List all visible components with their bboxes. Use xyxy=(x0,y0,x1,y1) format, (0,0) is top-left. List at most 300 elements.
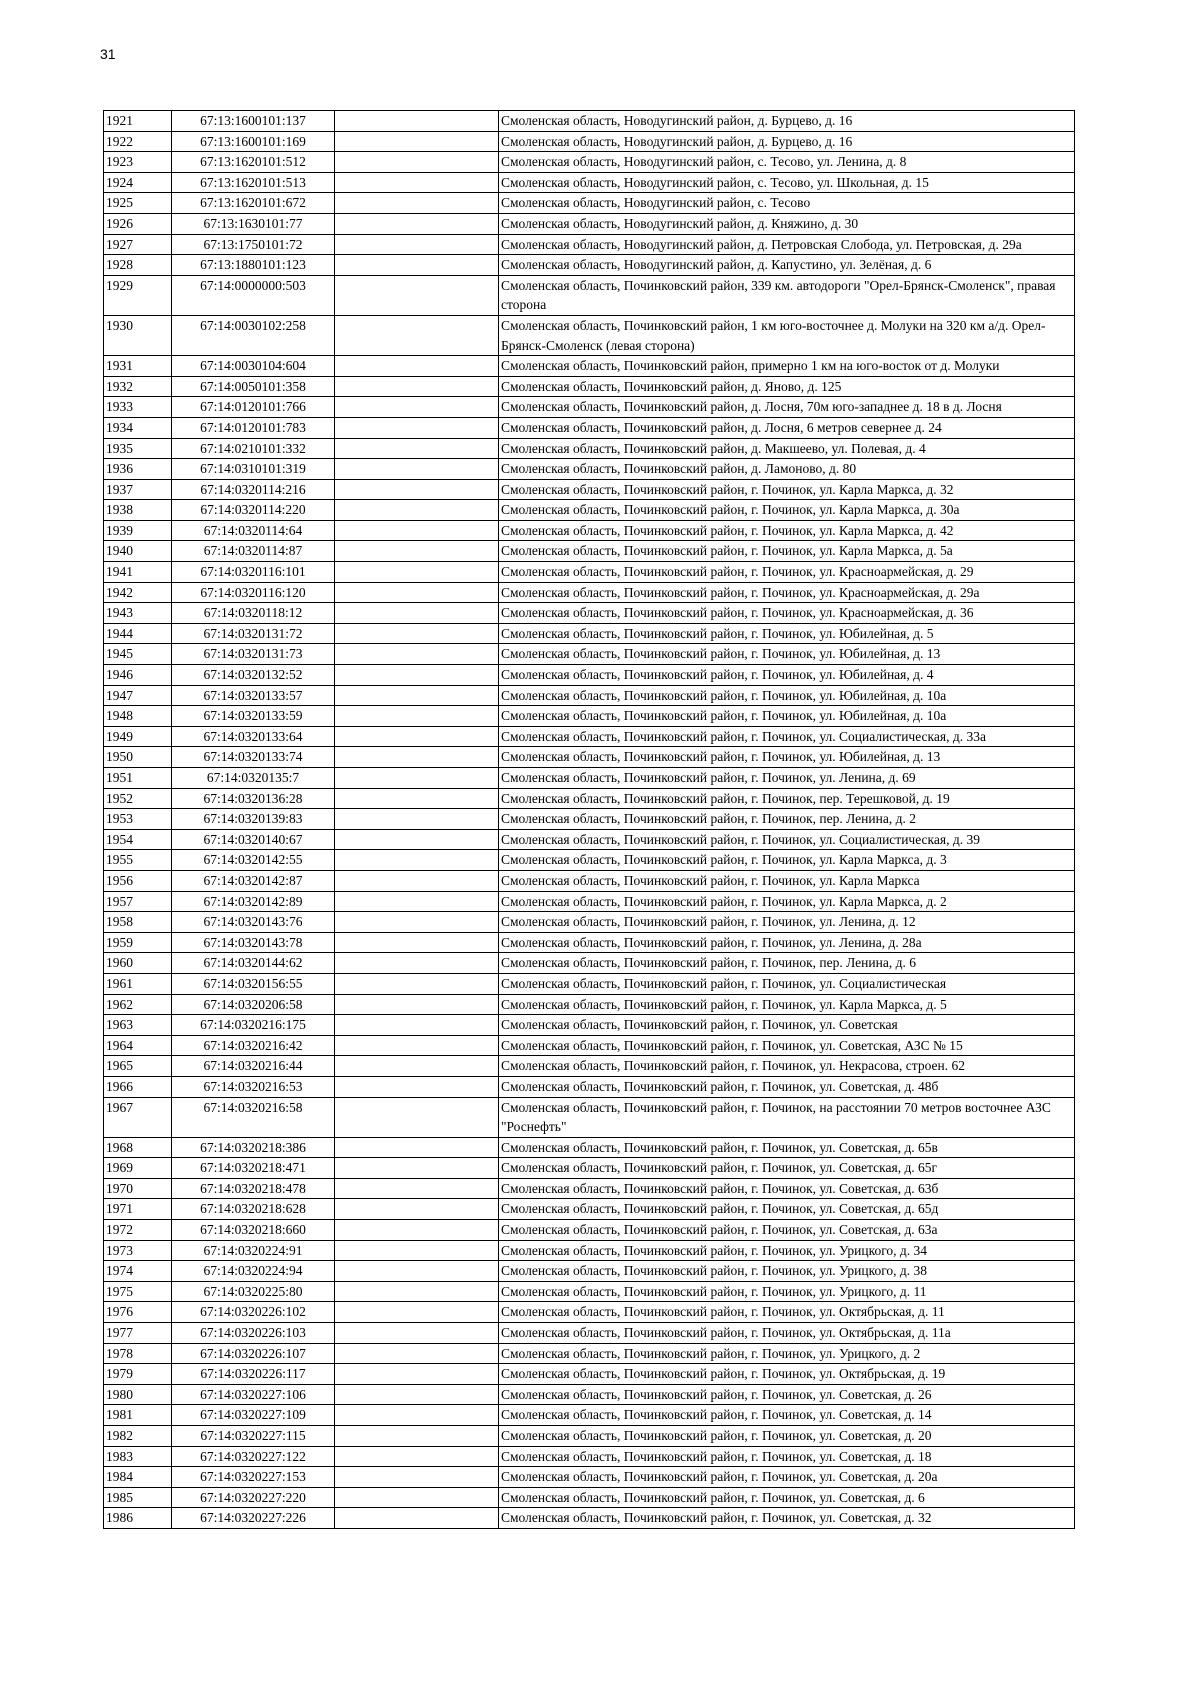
table-row xyxy=(104,1240,1075,1261)
table-row xyxy=(104,1384,1075,1405)
address-cell: Смоленская область, Починковский район, г. Починок, пер. Терешковой, д. 19 xyxy=(499,788,1075,809)
row-number-cell: 1925 xyxy=(104,193,172,214)
cadastral-number-cell: 67:14:0320136:28 xyxy=(172,788,335,809)
address-cell: Смоленская область, Починковский район, г. Починок, ул. Советская, д. 65д xyxy=(499,1199,1075,1220)
blank-cell xyxy=(335,520,499,541)
blank-cell xyxy=(335,1261,499,1282)
blank-cell xyxy=(335,665,499,686)
row-number-cell: 1951 xyxy=(104,768,172,789)
cadastral-number-cell: 67:14:0320114:87 xyxy=(172,541,335,562)
cadastral-number-cell: 67:14:0000000:503 xyxy=(172,275,335,315)
row-number-cell: 1945 xyxy=(104,644,172,665)
table-row xyxy=(104,459,1075,480)
address-cell: Смоленская область, Починковский район, г. Починок, ул. Советская, д. 63а xyxy=(499,1220,1075,1241)
address-cell: Смоленская область, Починковский район, г. Починок, ул. Урицкого, д. 34 xyxy=(499,1240,1075,1261)
cadastral-number-cell: 67:14:0320114:220 xyxy=(172,500,335,521)
cadastral-number-cell: 67:14:0320143:78 xyxy=(172,932,335,953)
row-number-cell: 1930 xyxy=(104,315,172,355)
address-cell: Смоленская область, Починковский район, г. Починок, ул. Октябрьская, д. 19 xyxy=(499,1364,1075,1385)
cadastral-number-cell: 67:14:0320206:58 xyxy=(172,994,335,1015)
address-cell: Смоленская область, Починковский район, г. Починок, ул. Карла Маркса xyxy=(499,870,1075,891)
table-row xyxy=(104,726,1075,747)
row-number-cell: 1983 xyxy=(104,1446,172,1467)
blank-cell xyxy=(335,1199,499,1220)
row-number-cell: 1948 xyxy=(104,706,172,727)
table-row xyxy=(104,131,1075,152)
cadastral-number-cell: 67:13:1630101:77 xyxy=(172,213,335,234)
blank-cell xyxy=(335,706,499,727)
blank-cell xyxy=(335,541,499,562)
address-cell: Смоленская область, Новодугинский район, с. Тесово xyxy=(499,193,1075,214)
table-row xyxy=(104,1487,1075,1508)
blank-cell xyxy=(335,397,499,418)
address-cell: Смоленская область, Починковский район, г. Починок, ул. Социалистическая, д. 39 xyxy=(499,829,1075,850)
table-row xyxy=(104,479,1075,500)
cadastral-number-cell: 67:14:0320216:175 xyxy=(172,1015,335,1036)
cadastral-number-cell: 67:14:0320140:67 xyxy=(172,829,335,850)
address-cell: Смоленская область, Починковский район, г. Починок, ул. Юбилейная, д. 13 xyxy=(499,644,1075,665)
table-row xyxy=(104,234,1075,255)
address-cell: Смоленская область, Починковский район, г. Починок, ул. Советская, д. 32 xyxy=(499,1508,1075,1529)
row-number-cell: 1954 xyxy=(104,829,172,850)
table-row xyxy=(104,603,1075,624)
cadastral-number-cell: 67:14:0320139:83 xyxy=(172,809,335,830)
table-row xyxy=(104,1178,1075,1199)
blank-cell xyxy=(335,1487,499,1508)
blank-cell xyxy=(335,1302,499,1323)
cadastral-number-cell: 67:13:1620101:672 xyxy=(172,193,335,214)
cadastral-number-cell: 67:14:0320226:107 xyxy=(172,1343,335,1364)
address-cell: Смоленская область, Починковский район, г. Починок, ул. Юбилейная, д. 10а xyxy=(499,706,1075,727)
address-cell: Смоленская область, Починковский район, г. Починок, пер. Ленина, д. 6 xyxy=(499,953,1075,974)
cadastral-number-cell: 67:14:0320227:115 xyxy=(172,1426,335,1447)
table-row xyxy=(104,1343,1075,1364)
address-cell: Смоленская область, Починковский район, г. Починок, ул. Советская, д. 14 xyxy=(499,1405,1075,1426)
table-row xyxy=(104,1056,1075,1077)
blank-cell xyxy=(335,850,499,871)
row-number-cell: 1962 xyxy=(104,994,172,1015)
address-cell: Смоленская область, Починковский район, г. Починок, ул. Ленина, д. 69 xyxy=(499,768,1075,789)
blank-cell xyxy=(335,768,499,789)
blank-cell xyxy=(335,255,499,276)
table-row xyxy=(104,1302,1075,1323)
blank-cell xyxy=(335,1343,499,1364)
row-number-cell: 1965 xyxy=(104,1056,172,1077)
address-cell: Смоленская область, Починковский район, г. Починок, ул. Урицкого, д. 38 xyxy=(499,1261,1075,1282)
address-cell: Смоленская область, Починковский район, г. Починок, на расстоянии 70 метров восточнее АЗС "Роснефть" xyxy=(499,1097,1075,1137)
table-row xyxy=(104,1426,1075,1447)
row-number-cell: 1961 xyxy=(104,973,172,994)
blank-cell xyxy=(335,479,499,500)
table-row xyxy=(104,1158,1075,1179)
table-row xyxy=(104,417,1075,438)
row-number-cell: 1973 xyxy=(104,1240,172,1261)
cadastral-number-cell: 67:14:0320156:55 xyxy=(172,973,335,994)
row-number-cell: 1958 xyxy=(104,912,172,933)
blank-cell xyxy=(335,809,499,830)
table-row xyxy=(104,1199,1075,1220)
cadastral-number-cell: 67:13:1620101:513 xyxy=(172,172,335,193)
row-number-cell: 1969 xyxy=(104,1158,172,1179)
cadastral-number-cell: 67:14:0320131:72 xyxy=(172,623,335,644)
row-number-cell: 1927 xyxy=(104,234,172,255)
table-row xyxy=(104,1137,1075,1158)
row-number-cell: 1922 xyxy=(104,131,172,152)
cadastral-number-cell: 67:14:0320133:64 xyxy=(172,726,335,747)
table-row xyxy=(104,1467,1075,1488)
row-number-cell: 1960 xyxy=(104,953,172,974)
table-row xyxy=(104,912,1075,933)
address-cell: Смоленская область, Починковский район, г. Починок, ул. Юбилейная, д. 13 xyxy=(499,747,1075,768)
cadastral-number-cell: 67:14:0320227:109 xyxy=(172,1405,335,1426)
row-number-cell: 1942 xyxy=(104,582,172,603)
address-cell: Смоленская область, Починковский район, г. Починок, ул. Красноармейская, д. 29а xyxy=(499,582,1075,603)
cadastral-number-cell: 67:13:1600101:169 xyxy=(172,131,335,152)
registry-table xyxy=(103,110,1075,1529)
address-cell: Смоленская область, Починковский район, г. Починок, ул. Карла Маркса, д. 2 xyxy=(499,891,1075,912)
row-number-cell: 1979 xyxy=(104,1364,172,1385)
blank-cell xyxy=(335,1508,499,1529)
cadastral-number-cell: 67:14:0320133:74 xyxy=(172,747,335,768)
table-row xyxy=(104,315,1075,355)
address-cell: Смоленская область, Починковский район, г. Починок, ул. Октябрьская, д. 11а xyxy=(499,1323,1075,1344)
cadastral-number-cell: 67:14:0320227:153 xyxy=(172,1467,335,1488)
blank-cell xyxy=(335,315,499,355)
address-cell: Смоленская область, Новодугинский район, д. Бурцево, д. 16 xyxy=(499,131,1075,152)
cadastral-number-cell: 67:14:0320226:117 xyxy=(172,1364,335,1385)
cadastral-number-cell: 67:14:0320227:106 xyxy=(172,1384,335,1405)
address-cell: Смоленская область, Починковский район, г. Починок, ул. Юбилейная, д. 5 xyxy=(499,623,1075,644)
cadastral-number-cell: 67:14:0320142:87 xyxy=(172,870,335,891)
blank-cell xyxy=(335,829,499,850)
page-number: 31 xyxy=(100,46,116,62)
table-row xyxy=(104,1323,1075,1344)
cadastral-number-cell: 67:14:0320142:89 xyxy=(172,891,335,912)
cadastral-number-cell: 67:14:0320218:628 xyxy=(172,1199,335,1220)
row-number-cell: 1980 xyxy=(104,1384,172,1405)
address-cell: Смоленская область, Починковский район, 339 км. автодороги "Орел-Брянск-Смоленск", правая сторона xyxy=(499,275,1075,315)
cadastral-number-cell: 67:14:0320218:660 xyxy=(172,1220,335,1241)
cadastral-number-cell: 67:14:0320133:57 xyxy=(172,685,335,706)
table-row xyxy=(104,706,1075,727)
blank-cell xyxy=(335,213,499,234)
table-row xyxy=(104,768,1075,789)
table-row xyxy=(104,376,1075,397)
blank-cell xyxy=(335,234,499,255)
cadastral-number-cell: 67:14:0320114:216 xyxy=(172,479,335,500)
blank-cell xyxy=(335,603,499,624)
address-cell: Смоленская область, Починковский район, г. Починок, ул. Советская, д. 20а xyxy=(499,1467,1075,1488)
blank-cell xyxy=(335,1035,499,1056)
row-number-cell: 1984 xyxy=(104,1467,172,1488)
row-number-cell: 1966 xyxy=(104,1076,172,1097)
row-number-cell: 1976 xyxy=(104,1302,172,1323)
address-cell: Смоленская область, Починковский район, г. Починок, ул. Ленина, д. 12 xyxy=(499,912,1075,933)
address-cell: Смоленская область, Починковский район, г. Починок, ул. Советская, АЗС № 15 xyxy=(499,1035,1075,1056)
row-number-cell: 1953 xyxy=(104,809,172,830)
cadastral-number-cell: 67:14:0320224:94 xyxy=(172,1261,335,1282)
table-row xyxy=(104,932,1075,953)
address-cell: Смоленская область, Починковский район, г. Починок, ул. Юбилейная, д. 10а xyxy=(499,685,1075,706)
blank-cell xyxy=(335,1384,499,1405)
blank-cell xyxy=(335,438,499,459)
cadastral-number-cell: 67:14:0030104:604 xyxy=(172,356,335,377)
table-row xyxy=(104,809,1075,830)
row-number-cell: 1933 xyxy=(104,397,172,418)
table-row xyxy=(104,665,1075,686)
address-cell: Смоленская область, Починковский район, г. Починок, ул. Урицкого, д. 2 xyxy=(499,1343,1075,1364)
blank-cell xyxy=(335,1158,499,1179)
row-number-cell: 1955 xyxy=(104,850,172,871)
row-number-cell: 1934 xyxy=(104,417,172,438)
table-row xyxy=(104,1097,1075,1137)
cadastral-number-cell: 67:14:0050101:358 xyxy=(172,376,335,397)
cadastral-number-cell: 67:14:0320226:103 xyxy=(172,1323,335,1344)
cadastral-number-cell: 67:14:0320227:226 xyxy=(172,1508,335,1529)
cadastral-number-cell: 67:14:0320144:62 xyxy=(172,953,335,974)
table-row xyxy=(104,1508,1075,1529)
blank-cell xyxy=(335,172,499,193)
table-row xyxy=(104,541,1075,562)
address-cell: Смоленская область, Починковский район, г. Починок, ул. Карла Маркса, д. 42 xyxy=(499,520,1075,541)
address-cell: Смоленская область, Починковский район, г. Починок, ул. Советская xyxy=(499,1015,1075,1036)
table-row xyxy=(104,685,1075,706)
blank-cell xyxy=(335,111,499,132)
blank-cell xyxy=(335,1240,499,1261)
row-number-cell: 1982 xyxy=(104,1426,172,1447)
blank-cell xyxy=(335,1426,499,1447)
address-cell: Смоленская область, Починковский район, д. Лосня, 6 метров севернее д. 24 xyxy=(499,417,1075,438)
cadastral-number-cell: 67:14:0320224:91 xyxy=(172,1240,335,1261)
row-number-cell: 1937 xyxy=(104,479,172,500)
table-row xyxy=(104,644,1075,665)
row-number-cell: 1944 xyxy=(104,623,172,644)
table-row xyxy=(104,1405,1075,1426)
row-number-cell: 1974 xyxy=(104,1261,172,1282)
row-number-cell: 1952 xyxy=(104,788,172,809)
address-cell: Смоленская область, Починковский район, г. Починок, ул. Урицкого, д. 11 xyxy=(499,1281,1075,1302)
cadastral-number-cell: 67:14:0320216:42 xyxy=(172,1035,335,1056)
address-cell: Смоленская область, Починковский район, 1 км юго-восточнее д. Молуки на 320 км а/д. Орел-Брянск-Смоленск (левая сторона) xyxy=(499,315,1075,355)
cadastral-number-cell: 67:14:0120101:766 xyxy=(172,397,335,418)
table-row xyxy=(104,1220,1075,1241)
address-cell: Смоленская область, Починковский район, г. Починок, ул. Советская, д. 65в xyxy=(499,1137,1075,1158)
table-row xyxy=(104,275,1075,315)
table-row xyxy=(104,994,1075,1015)
table-row xyxy=(104,953,1075,974)
blank-cell xyxy=(335,644,499,665)
address-cell: Смоленская область, Новодугинский район, д. Капустино, ул. Зелёная, д. 6 xyxy=(499,255,1075,276)
blank-cell xyxy=(335,912,499,933)
address-cell: Смоленская область, Починковский район, примерно 1 км на юго-восток от д. Молуки xyxy=(499,356,1075,377)
blank-cell xyxy=(335,1220,499,1241)
row-number-cell: 1928 xyxy=(104,255,172,276)
row-number-cell: 1923 xyxy=(104,152,172,173)
blank-cell xyxy=(335,1178,499,1199)
table-row xyxy=(104,1076,1075,1097)
row-number-cell: 1924 xyxy=(104,172,172,193)
address-cell: Смоленская область, Починковский район, г. Починок, ул. Ленина, д. 28а xyxy=(499,932,1075,953)
row-number-cell: 1921 xyxy=(104,111,172,132)
cadastral-number-cell: 67:14:0320218:386 xyxy=(172,1137,335,1158)
table-row xyxy=(104,1035,1075,1056)
address-cell: Смоленская область, Починковский район, г. Починок, ул. Некрасова, строен. 62 xyxy=(499,1056,1075,1077)
row-number-cell: 1931 xyxy=(104,356,172,377)
blank-cell xyxy=(335,1323,499,1344)
address-cell: Смоленская область, Починковский район, д. Макшеево, ул. Полевая, д. 4 xyxy=(499,438,1075,459)
cadastral-number-cell: 67:14:0320227:220 xyxy=(172,1487,335,1508)
blank-cell xyxy=(335,726,499,747)
row-number-cell: 1950 xyxy=(104,747,172,768)
row-number-cell: 1968 xyxy=(104,1137,172,1158)
address-cell: Смоленская область, Новодугинский район, с. Тесово, ул. Школьная, д. 15 xyxy=(499,172,1075,193)
blank-cell xyxy=(335,1056,499,1077)
cadastral-number-cell: 67:14:0310101:319 xyxy=(172,459,335,480)
row-number-cell: 1939 xyxy=(104,520,172,541)
row-number-cell: 1978 xyxy=(104,1343,172,1364)
table-row xyxy=(104,356,1075,377)
row-number-cell: 1936 xyxy=(104,459,172,480)
row-number-cell: 1981 xyxy=(104,1405,172,1426)
table-row xyxy=(104,520,1075,541)
row-number-cell: 1967 xyxy=(104,1097,172,1137)
blank-cell xyxy=(335,1467,499,1488)
row-number-cell: 1970 xyxy=(104,1178,172,1199)
cadastral-number-cell: 67:14:0320118:12 xyxy=(172,603,335,624)
address-cell: Смоленская область, Починковский район, г. Починок, ул. Карла Маркса, д. 5 xyxy=(499,994,1075,1015)
address-cell: Смоленская область, Починковский район, г. Починок, пер. Ленина, д. 2 xyxy=(499,809,1075,830)
row-number-cell: 1986 xyxy=(104,1508,172,1529)
address-cell: Смоленская область, Починковский район, г. Починок, ул. Карла Маркса, д. 30а xyxy=(499,500,1075,521)
table-row xyxy=(104,623,1075,644)
row-number-cell: 1943 xyxy=(104,603,172,624)
cadastral-number-cell: 67:13:1600101:137 xyxy=(172,111,335,132)
cadastral-number-cell: 67:13:1620101:512 xyxy=(172,152,335,173)
row-number-cell: 1949 xyxy=(104,726,172,747)
cadastral-number-cell: 67:14:0320218:471 xyxy=(172,1158,335,1179)
blank-cell xyxy=(335,1076,499,1097)
cadastral-number-cell: 67:14:0320116:120 xyxy=(172,582,335,603)
address-cell: Смоленская область, Новодугинский район, д. Бурцево, д. 16 xyxy=(499,111,1075,132)
address-cell: Смоленская область, Починковский район, г. Починок, ул. Советская, д. 65г xyxy=(499,1158,1075,1179)
cadastral-number-cell: 67:14:0320116:101 xyxy=(172,562,335,583)
cadastral-number-cell: 67:14:0320131:73 xyxy=(172,644,335,665)
cadastral-number-cell: 67:14:0320133:59 xyxy=(172,706,335,727)
row-number-cell: 1963 xyxy=(104,1015,172,1036)
blank-cell xyxy=(335,870,499,891)
blank-cell xyxy=(335,747,499,768)
row-number-cell: 1971 xyxy=(104,1199,172,1220)
table-row xyxy=(104,193,1075,214)
registry-table-body xyxy=(104,111,1075,1529)
row-number-cell: 1975 xyxy=(104,1281,172,1302)
row-number-cell: 1935 xyxy=(104,438,172,459)
blank-cell xyxy=(335,623,499,644)
table-row xyxy=(104,500,1075,521)
table-row xyxy=(104,152,1075,173)
row-number-cell: 1985 xyxy=(104,1487,172,1508)
table-row xyxy=(104,973,1075,994)
table-row xyxy=(104,1015,1075,1036)
address-cell: Смоленская область, Новодугинский район, д. Княжино, д. 30 xyxy=(499,213,1075,234)
address-cell: Смоленская область, Починковский район, г. Починок, ул. Карла Маркса, д. 32 xyxy=(499,479,1075,500)
row-number-cell: 1947 xyxy=(104,685,172,706)
address-cell: Смоленская область, Починковский район, г. Починок, ул. Карла Маркса, д. 3 xyxy=(499,850,1075,871)
address-cell: Смоленская область, Починковский район, г. Починок, ул. Советская, д. 20 xyxy=(499,1426,1075,1447)
row-number-cell: 1926 xyxy=(104,213,172,234)
table-row xyxy=(104,1281,1075,1302)
cadastral-number-cell: 67:14:0320143:76 xyxy=(172,912,335,933)
cadastral-number-cell: 67:14:0320227:122 xyxy=(172,1446,335,1467)
blank-cell xyxy=(335,1281,499,1302)
address-cell: Смоленская область, Починковский район, г. Починок, ул. Советская, д. 63б xyxy=(499,1178,1075,1199)
cadastral-number-cell: 67:14:0320216:53 xyxy=(172,1076,335,1097)
blank-cell xyxy=(335,459,499,480)
blank-cell xyxy=(335,562,499,583)
table-row xyxy=(104,1261,1075,1282)
table-row xyxy=(104,582,1075,603)
row-number-cell: 1972 xyxy=(104,1220,172,1241)
address-cell: Смоленская область, Новодугинский район, д. Петровская Слобода, ул. Петровская, д. 29а xyxy=(499,234,1075,255)
address-cell: Смоленская область, Починковский район, г. Починок, ул. Красноармейская, д. 29 xyxy=(499,562,1075,583)
blank-cell xyxy=(335,1446,499,1467)
cadastral-number-cell: 67:14:0320135:7 xyxy=(172,768,335,789)
row-number-cell: 1946 xyxy=(104,665,172,686)
address-cell: Смоленская область, Починковский район, г. Починок, ул. Советская, д. 6 xyxy=(499,1487,1075,1508)
cadastral-number-cell: 67:13:1880101:123 xyxy=(172,255,335,276)
blank-cell xyxy=(335,356,499,377)
blank-cell xyxy=(335,417,499,438)
address-cell: Смоленская область, Починковский район, д. Ламоново, д. 80 xyxy=(499,459,1075,480)
row-number-cell: 1957 xyxy=(104,891,172,912)
blank-cell xyxy=(335,973,499,994)
cadastral-number-cell: 67:14:0320225:80 xyxy=(172,1281,335,1302)
blank-cell xyxy=(335,1405,499,1426)
cadastral-number-cell: 67:14:0320216:44 xyxy=(172,1056,335,1077)
cadastral-number-cell: 67:14:0320132:52 xyxy=(172,665,335,686)
blank-cell xyxy=(335,932,499,953)
blank-cell xyxy=(335,1015,499,1036)
address-cell: Смоленская область, Починковский район, д. Яново, д. 125 xyxy=(499,376,1075,397)
table-row xyxy=(104,1446,1075,1467)
address-cell: Смоленская область, Починковский район, г. Починок, ул. Октябрьская, д. 11 xyxy=(499,1302,1075,1323)
blank-cell xyxy=(335,788,499,809)
table-row xyxy=(104,850,1075,871)
blank-cell xyxy=(335,152,499,173)
table-row xyxy=(104,213,1075,234)
blank-cell xyxy=(335,500,499,521)
blank-cell xyxy=(335,376,499,397)
cadastral-number-cell: 67:14:0320216:58 xyxy=(172,1097,335,1137)
row-number-cell: 1959 xyxy=(104,932,172,953)
cadastral-number-cell: 67:13:1750101:72 xyxy=(172,234,335,255)
table-row xyxy=(104,172,1075,193)
blank-cell xyxy=(335,1364,499,1385)
row-number-cell: 1977 xyxy=(104,1323,172,1344)
blank-cell xyxy=(335,685,499,706)
table-row xyxy=(104,829,1075,850)
row-number-cell: 1929 xyxy=(104,275,172,315)
cadastral-number-cell: 67:14:0120101:783 xyxy=(172,417,335,438)
blank-cell xyxy=(335,953,499,974)
blank-cell xyxy=(335,1097,499,1137)
table-row xyxy=(104,1364,1075,1385)
table-row xyxy=(104,562,1075,583)
table-row xyxy=(104,397,1075,418)
table-row xyxy=(104,788,1075,809)
cadastral-number-cell: 67:14:0210101:332 xyxy=(172,438,335,459)
address-cell: Смоленская область, Починковский район, г. Починок, ул. Социалистическая, д. 33а xyxy=(499,726,1075,747)
